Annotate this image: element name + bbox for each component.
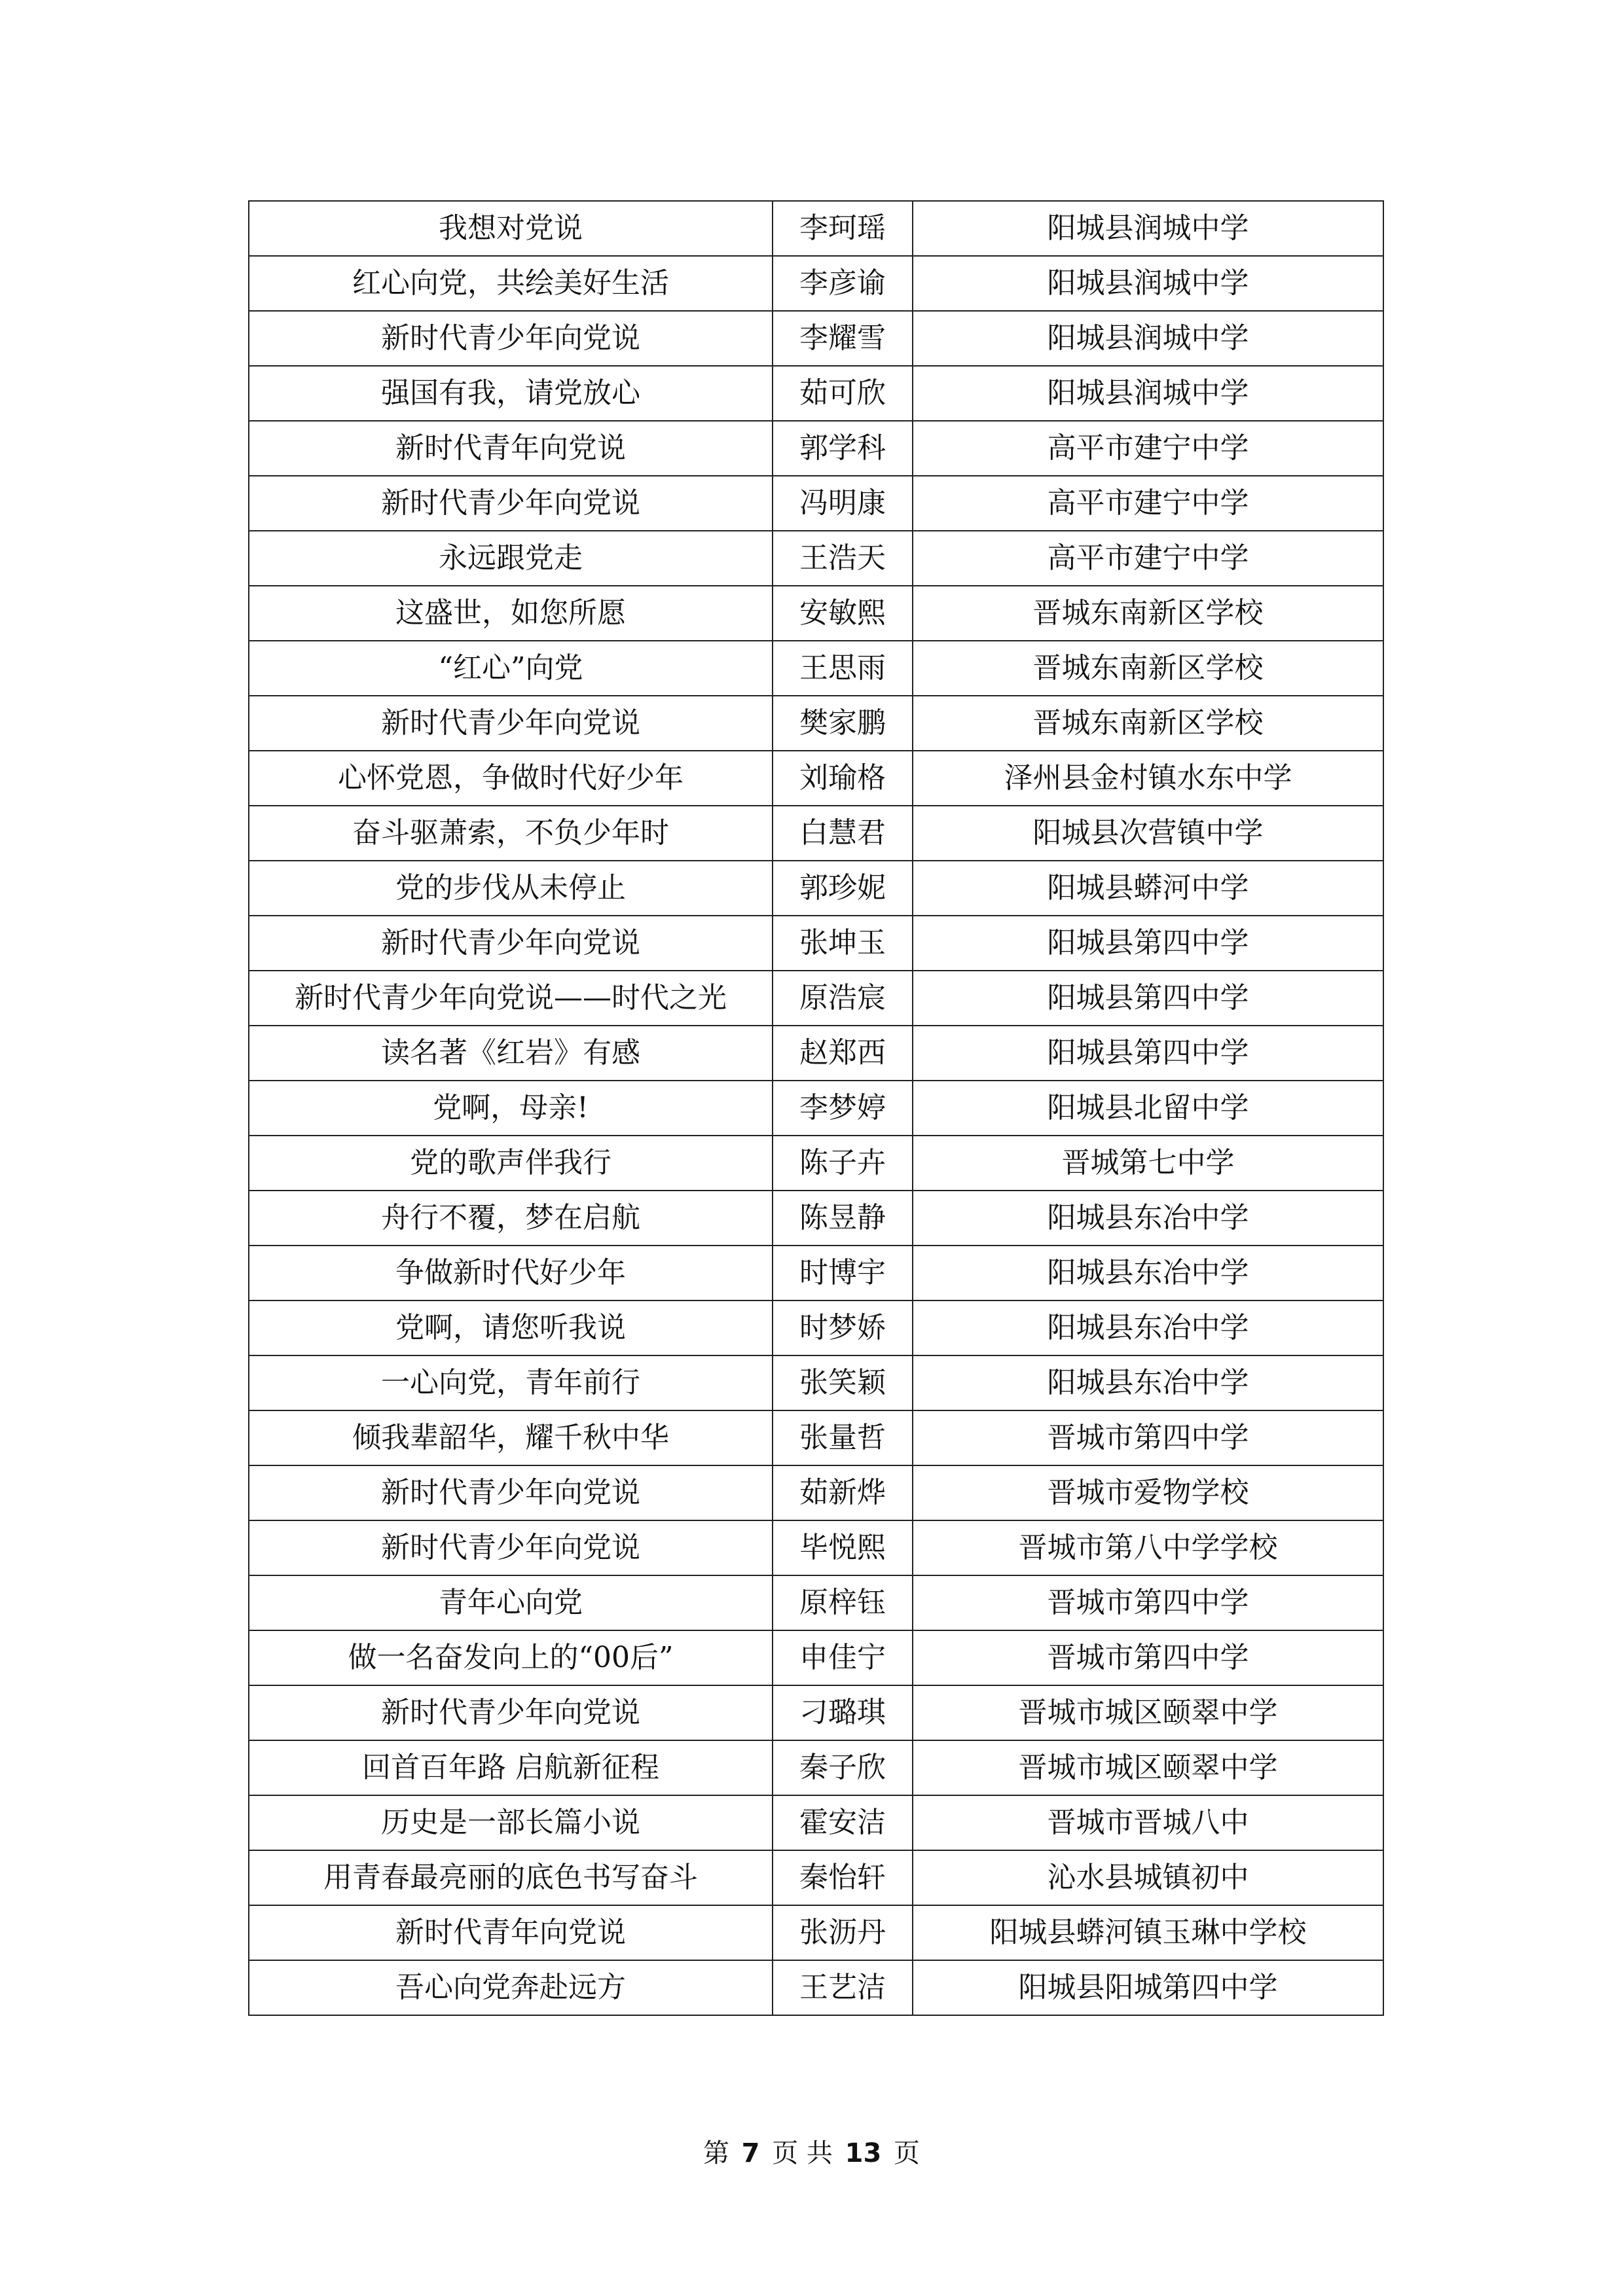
author-cell: 张坤玉 (773, 916, 913, 971)
work-title-cell: 党啊，请您听我说 (249, 1300, 773, 1355)
author-cell: 刁璐琪 (773, 1685, 913, 1740)
work-title-cell: 红心向党，共绘美好生活 (249, 256, 773, 311)
table-row (249, 421, 1383, 476)
work-title-cell: 争做新时代好少年 (249, 1246, 773, 1300)
school-cell: 晋城市城区颐翠中学 (913, 1685, 1383, 1740)
work-title-cell: 新时代青少年向党说 (249, 916, 773, 971)
school-cell: 晋城第七中学 (913, 1136, 1383, 1191)
author-cell: 安敏熙 (773, 586, 913, 641)
school-cell: 阳城县第四中学 (913, 916, 1383, 971)
work-title-cell: 新时代青年向党说 (249, 1905, 773, 1960)
school-cell: 晋城市第四中学 (913, 1630, 1383, 1685)
school-cell: 阳城县东冶中学 (913, 1355, 1383, 1410)
school-cell: 阳城县蟒河镇玉琳中学校 (913, 1905, 1383, 1960)
school-cell: 晋城东南新区学校 (913, 586, 1383, 641)
author-cell: 刘瑜格 (773, 751, 913, 806)
work-title-cell: 新时代青少年向党说 (249, 696, 773, 751)
author-cell: 秦怡轩 (773, 1850, 913, 1905)
table-row (249, 861, 1383, 916)
work-title-cell: 倾我辈韶华，耀千秋中华 (249, 1410, 773, 1465)
work-title-cell: 新时代青少年向党说 (249, 311, 773, 366)
table-row (249, 476, 1383, 531)
work-title-cell: 用青春最亮丽的底色书写奋斗 (249, 1850, 773, 1905)
table-row (249, 1630, 1383, 1685)
school-cell: 阳城县第四中学 (913, 1026, 1383, 1081)
table-row (249, 1740, 1383, 1795)
table-row (249, 1575, 1383, 1630)
work-title-cell: 舟行不覆，梦在启航 (249, 1191, 773, 1246)
table-row (249, 1410, 1383, 1465)
table-row (249, 201, 1383, 256)
author-cell: 毕悦熙 (773, 1520, 913, 1575)
school-cell: 阳城县东冶中学 (913, 1300, 1383, 1355)
footer-prefix: 第 (702, 2138, 729, 2168)
author-cell: 秦子欣 (773, 1740, 913, 1795)
author-cell: 张笑颖 (773, 1355, 913, 1410)
author-cell: 王艺洁 (773, 1960, 913, 2015)
table-row (249, 806, 1383, 861)
author-cell: 张量哲 (773, 1410, 913, 1465)
work-title-cell: 新时代青少年向党说——时代之光 (249, 971, 773, 1026)
footer-suffix: 页 (894, 2138, 921, 2168)
school-cell: 晋城东南新区学校 (913, 641, 1383, 696)
school-cell: 阳城县润城中学 (913, 366, 1383, 421)
table-row (249, 311, 1383, 366)
footer-middle: 页 共 (772, 2138, 833, 2168)
work-title-cell: 新时代青少年向党说 (249, 1520, 773, 1575)
table-row (249, 971, 1383, 1026)
author-cell: 霍安洁 (773, 1795, 913, 1850)
author-cell: 申佳宁 (773, 1630, 913, 1685)
table-row (249, 641, 1383, 696)
author-cell: 陈昱静 (773, 1191, 913, 1246)
table-row (249, 1905, 1383, 1960)
work-title-cell: 党的歌声伴我行 (249, 1136, 773, 1191)
work-title-cell: 回首百年路 启航新征程 (249, 1740, 773, 1795)
work-title-cell: 一心向党，青年前行 (249, 1355, 773, 1410)
author-cell: 时梦娇 (773, 1300, 913, 1355)
table-row (249, 1520, 1383, 1575)
footer-page-number: 7 (741, 2138, 760, 2168)
work-title-cell: 强国有我，请党放心 (249, 366, 773, 421)
table-row (249, 586, 1383, 641)
school-cell: 阳城县阳城第四中学 (913, 1960, 1383, 2015)
table-row (249, 1026, 1383, 1081)
school-cell: 晋城市第八中学学校 (913, 1520, 1383, 1575)
school-cell: 阳城县润城中学 (913, 256, 1383, 311)
school-cell: 晋城市第四中学 (913, 1410, 1383, 1465)
award-table-body (249, 201, 1383, 2015)
author-cell: 王浩天 (773, 531, 913, 586)
table-row (249, 1795, 1383, 1850)
table-row (249, 531, 1383, 586)
author-cell: 李彦谕 (773, 256, 913, 311)
school-cell: 晋城市爱物学校 (913, 1465, 1383, 1520)
table-row (249, 1685, 1383, 1740)
work-title-cell: 心怀党恩，争做时代好少年 (249, 751, 773, 806)
work-title-cell: 新时代青年向党说 (249, 421, 773, 476)
work-title-cell: 新时代青少年向党说 (249, 476, 773, 531)
work-title-cell: 新时代青少年向党说 (249, 1685, 773, 1740)
work-title-cell: 读名著《红岩》有感 (249, 1026, 773, 1081)
work-title-cell: 新时代青少年向党说 (249, 1465, 773, 1520)
school-cell: 晋城市城区颐翠中学 (913, 1740, 1383, 1795)
school-cell: 阳城县润城中学 (913, 201, 1383, 256)
school-cell: 高平市建宁中学 (913, 531, 1383, 586)
work-title-cell: 这盛世，如您所愿 (249, 586, 773, 641)
school-cell: 泽州县金村镇水东中学 (913, 751, 1383, 806)
author-cell: 郭珍妮 (773, 861, 913, 916)
work-title-cell: 我想对党说 (249, 201, 773, 256)
author-cell: 樊家鹏 (773, 696, 913, 751)
work-title-cell: 奋斗驱萧索，不负少年时 (249, 806, 773, 861)
table-row (249, 256, 1383, 311)
table-row (249, 1355, 1383, 1410)
work-title-cell: 党啊，母亲! (249, 1081, 773, 1136)
school-cell: 高平市建宁中学 (913, 421, 1383, 476)
author-cell: 茹新烨 (773, 1465, 913, 1520)
work-title-cell: 吾心向党奔赴远方 (249, 1960, 773, 2015)
school-cell: 阳城县第四中学 (913, 971, 1383, 1026)
author-cell: 李珂瑶 (773, 201, 913, 256)
work-title-cell: 永远跟党走 (249, 531, 773, 586)
school-cell: 晋城东南新区学校 (913, 696, 1383, 751)
table-row (249, 1300, 1383, 1355)
award-table (248, 200, 1384, 2016)
author-cell: 原浩宸 (773, 971, 913, 1026)
author-cell: 李梦婷 (773, 1081, 913, 1136)
table-row (249, 366, 1383, 421)
school-cell: 晋城市晋城八中 (913, 1795, 1383, 1850)
school-cell: 高平市建宁中学 (913, 476, 1383, 531)
page-footer (0, 2140, 1623, 2166)
author-cell: 茹可欣 (773, 366, 913, 421)
footer-total-pages: 13 (845, 2138, 882, 2168)
author-cell: 冯明康 (773, 476, 913, 531)
school-cell: 晋城市第四中学 (913, 1575, 1383, 1630)
table-row (249, 1191, 1383, 1246)
author-cell: 赵郑西 (773, 1026, 913, 1081)
school-cell: 沁水县城镇初中 (913, 1850, 1383, 1905)
author-cell: 时博宇 (773, 1246, 913, 1300)
author-cell: 原梓钰 (773, 1575, 913, 1630)
table-row (249, 1081, 1383, 1136)
school-cell: 阳城县北留中学 (913, 1081, 1383, 1136)
table-row (249, 1960, 1383, 2015)
author-cell: 陈子卉 (773, 1136, 913, 1191)
table-row (249, 1136, 1383, 1191)
table-row (249, 751, 1383, 806)
table-row (249, 916, 1383, 971)
work-title-cell: 做一名奋发向上的“00后” (249, 1630, 773, 1685)
school-cell: 阳城县东冶中学 (913, 1191, 1383, 1246)
author-cell: 郭学科 (773, 421, 913, 476)
table-row (249, 1246, 1383, 1300)
author-cell: 王思雨 (773, 641, 913, 696)
table-row (249, 1465, 1383, 1520)
work-title-cell: “红心”向党 (249, 641, 773, 696)
work-title-cell: 历史是一部长篇小说 (249, 1795, 773, 1850)
work-title-cell: 青年心向党 (249, 1575, 773, 1630)
table-row (249, 696, 1383, 751)
school-cell: 阳城县次营镇中学 (913, 806, 1383, 861)
school-cell: 阳城县蟒河中学 (913, 861, 1383, 916)
work-title-cell: 党的步伐从未停止 (249, 861, 773, 916)
author-cell: 李耀雪 (773, 311, 913, 366)
school-cell: 阳城县东冶中学 (913, 1246, 1383, 1300)
author-cell: 张沥丹 (773, 1905, 913, 1960)
school-cell: 阳城县润城中学 (913, 311, 1383, 366)
author-cell: 白慧君 (773, 806, 913, 861)
table-row (249, 1850, 1383, 1905)
